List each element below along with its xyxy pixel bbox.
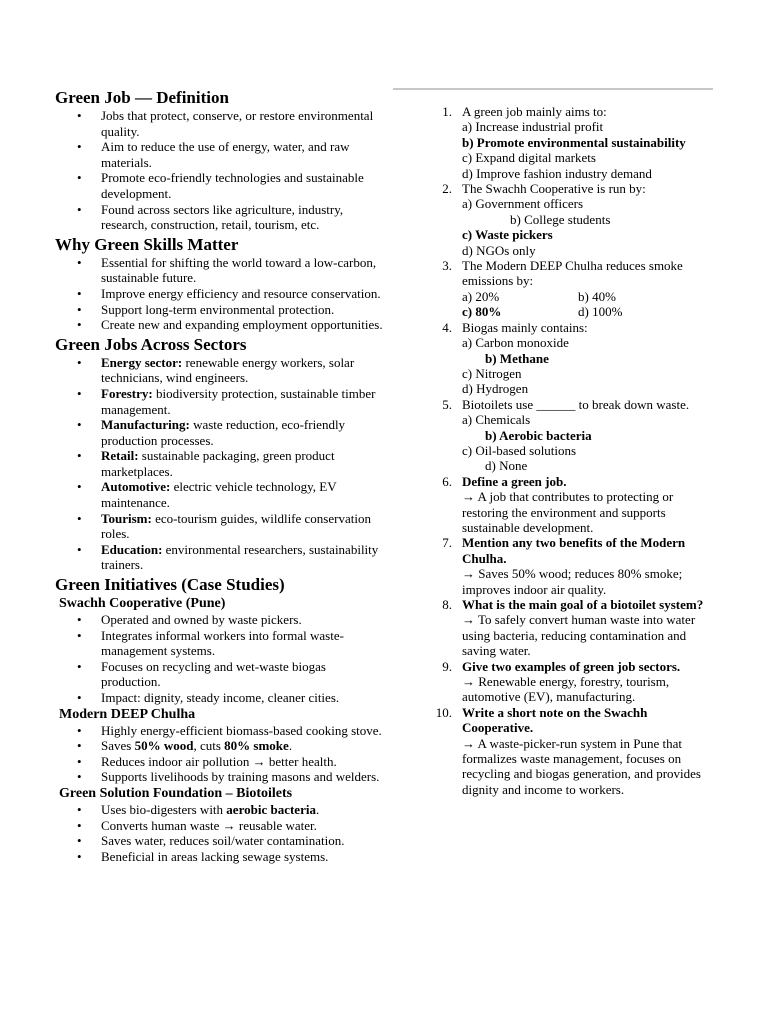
- text-run: Saves: [101, 738, 135, 754]
- question-number: 2.: [442, 181, 452, 197]
- option-row: [462, 304, 717, 319]
- list-item: • Beneficial in areas lacking sewage systems.: [55, 849, 385, 865]
- question-10: [432, 705, 717, 797]
- option: c) Oil-based solutions: [462, 442, 577, 458]
- option-correct: [462, 304, 578, 319]
- option: a) Chemicals: [462, 412, 531, 428]
- sector-text: electric vehicle technology, EV maintenance.: [101, 479, 337, 511]
- question-text: Mention any two benefits of the Modern Chulha.: [462, 535, 686, 566]
- top-rule: [393, 88, 713, 90]
- list-item: [55, 542, 385, 573]
- question-number: 1.: [442, 104, 452, 119]
- sector-label: Automotive:: [101, 479, 171, 495]
- subheading-biotoilets: Green Solution Foundation – Biotoilets: [59, 785, 293, 801]
- biotoilets-list: [55, 802, 385, 864]
- text-run: .: [315, 801, 320, 817]
- sector-text: renewable energy workers, solar technicians, wind engineers.: [101, 354, 355, 386]
- subheading-swachh: Swachh Cooperative (Pune): [59, 596, 226, 612]
- correct-answer: b) Methane: [485, 350, 549, 366]
- questions-column: [432, 104, 717, 797]
- list-item: • Support long-term environmental protection.: [55, 302, 385, 318]
- option: a) Carbon monoxide: [462, 335, 569, 351]
- question-list: [432, 104, 717, 797]
- question-text: The Swachh Cooperative is run by:: [462, 181, 646, 197]
- list-item: [55, 448, 385, 479]
- option: c) Nitrogen: [462, 365, 522, 381]
- question-text: The Modern DEEP Chulha reduces smoke emissions by:: [462, 258, 683, 289]
- list-item: [55, 479, 385, 510]
- option: d) Improve fashion industry demand: [462, 165, 652, 181]
- list-item: [55, 511, 385, 542]
- sector-text: eco-tourism guides, wildlife conservation roles.: [101, 510, 371, 542]
- list-item: • Highly energy-efficient biomass-based cooking stove.: [55, 723, 385, 739]
- sector-label: Manufacturing:: [101, 417, 190, 433]
- option: d) Hydrogen: [462, 381, 529, 397]
- notes-column: [55, 88, 385, 864]
- option: c) Expand digital markets: [462, 150, 596, 166]
- sector-label: Retail:: [101, 448, 139, 464]
- text-run: , cuts: [193, 738, 225, 754]
- list-item: [55, 386, 385, 417]
- chulha-list: [55, 723, 385, 785]
- option: b) College students: [510, 211, 611, 227]
- question-text: A green job mainly aims to:: [462, 104, 607, 119]
- option: b) 40%: [578, 288, 616, 304]
- question-text: Define a green job.: [462, 473, 567, 489]
- question-4: [432, 320, 717, 397]
- option: d) 100%: [578, 304, 623, 320]
- sectors-list: [55, 355, 385, 573]
- list-item: • Essential for shifting the world toward a low-carbon, sustainable future.: [55, 255, 385, 286]
- question-3: [432, 258, 717, 320]
- text-run-bold: aerobic bacteria: [226, 801, 316, 817]
- question-text: Write a short note on the Swachh Cooperative.: [462, 704, 648, 736]
- sector-text: sustainable packaging, green product marketplaces.: [101, 448, 335, 479]
- sector-label: Tourism:: [101, 510, 152, 526]
- text-run-bold: 80% smoke: [224, 738, 289, 754]
- text-run: Uses bio-digesters with: [101, 801, 227, 817]
- sector-text: biodiversity protection, sustainable timber management.: [101, 385, 376, 417]
- sector-label: Education:: [101, 541, 163, 557]
- list-item: • Promote eco-friendly technologies and sustainable development.: [55, 170, 385, 201]
- option-correct: [462, 428, 717, 443]
- question-number: 6.: [442, 473, 452, 489]
- sector-text: waste reduction, eco-friendly production processes.: [101, 417, 346, 448]
- list-item: • Integrates informal workers into formal waste-management systems.: [55, 628, 385, 659]
- option-correct: [462, 351, 717, 366]
- text-run: .: [288, 738, 293, 754]
- text-run-bold: 50% wood: [134, 738, 194, 754]
- question-8: [432, 597, 717, 659]
- heading-sectors: Green Jobs Across Sectors: [55, 334, 247, 354]
- question-text: Give two examples of green job sectors.: [462, 658, 681, 674]
- list-item: • Jobs that protect, conserve, or restore environmental quality.: [55, 108, 385, 139]
- list-item: • Found across sectors like agriculture, industry, research, construction, retail, tourism, etc.: [55, 202, 385, 233]
- sector-label: Energy sector:: [101, 354, 183, 370]
- option-row: [462, 289, 717, 304]
- option: a) Government officers: [462, 196, 584, 212]
- question-6: [432, 474, 717, 536]
- list-item: • Operated and owned by waste pickers.: [55, 612, 385, 628]
- option: a) Increase industrial profit: [462, 119, 604, 135]
- list-item: • Converts human waste → reusable water.: [55, 818, 385, 834]
- swachh-list: [55, 612, 385, 706]
- question-5: [432, 397, 717, 474]
- question-1: [432, 104, 717, 181]
- list-item: • Focuses on recycling and wet-waste biogas production.: [55, 659, 385, 690]
- question-text: Biotoilets use ______ to break down waste.: [462, 396, 690, 412]
- list-item: • Supports livelihoods by training masons and welders.: [55, 769, 385, 785]
- answer-text: → A waste-picker-run system in Pune that formalizes waste management, focuses on recycling and biogas generation, and provides dignity and income to workers.: [462, 735, 701, 797]
- option-correct: [462, 227, 717, 242]
- list-item: • Impact: dignity, steady income, cleaner cities.: [55, 690, 385, 706]
- list-item: [55, 355, 385, 386]
- question-number: 9.: [442, 658, 452, 674]
- correct-answer: c) Waste pickers: [462, 227, 553, 243]
- list-item: • Aim to reduce the use of energy, water, and raw materials.: [55, 139, 385, 170]
- definition-list: [55, 108, 385, 233]
- question-number: 10.: [435, 704, 452, 720]
- question-number: 5.: [442, 396, 452, 412]
- list-item: [55, 417, 385, 448]
- answer-text: → Saves 50% wood; reduces 80% smoke; improves indoor air quality.: [462, 566, 683, 597]
- question-number: 7.: [442, 535, 452, 551]
- correct-answer: b) Aerobic bacteria: [485, 427, 592, 443]
- correct-answer: c) 80%: [462, 304, 502, 320]
- answer-text: → A job that contributes to protecting or restoring the environment and supports sustainable development.: [462, 489, 674, 535]
- subheading-chulha: Modern DEEP Chulha: [59, 706, 196, 722]
- heading-initiatives: Green Initiatives (Case Studies): [55, 575, 285, 595]
- correct-answer: b) Promote environmental sustainability: [462, 134, 686, 150]
- sector-label: Forestry:: [101, 385, 153, 401]
- question-7: [432, 535, 717, 597]
- list-item: • Reduces indoor air pollution → better health.: [55, 754, 385, 770]
- list-item: • Improve energy efficiency and resource conservation.: [55, 286, 385, 302]
- question-text: Biogas mainly contains:: [462, 319, 588, 335]
- list-item: • Saves water, reduces soil/water contamination.: [55, 833, 385, 849]
- question-2: [432, 181, 717, 258]
- question-number: 3.: [442, 258, 452, 274]
- list-item: [55, 738, 385, 754]
- option: d) NGOs only: [462, 242, 536, 258]
- question-number: 4.: [442, 319, 452, 335]
- question-text: What is the main goal of a biotoilet system?: [462, 597, 704, 612]
- list-item: • Create new and expanding employment opportunities.: [55, 317, 385, 333]
- answer-text: → To safely convert human waste into water using bacteria, reducing contamination and saving water.: [462, 612, 696, 659]
- why-list: [55, 255, 385, 333]
- answer-text: → Renewable energy, forestry, tourism, automotive (EV), manufacturing.: [462, 674, 670, 705]
- option: d) None: [485, 458, 528, 474]
- sector-text: environmental researchers, sustainability trainers.: [101, 541, 379, 573]
- heading-definition: Green Job — Definition: [55, 88, 229, 107]
- heading-why: Why Green Skills Matter: [55, 234, 239, 254]
- option-correct: [462, 135, 717, 150]
- option: a) 20%: [462, 288, 500, 304]
- question-number: 8.: [442, 597, 452, 612]
- question-9: [432, 659, 717, 705]
- list-item: [55, 802, 385, 818]
